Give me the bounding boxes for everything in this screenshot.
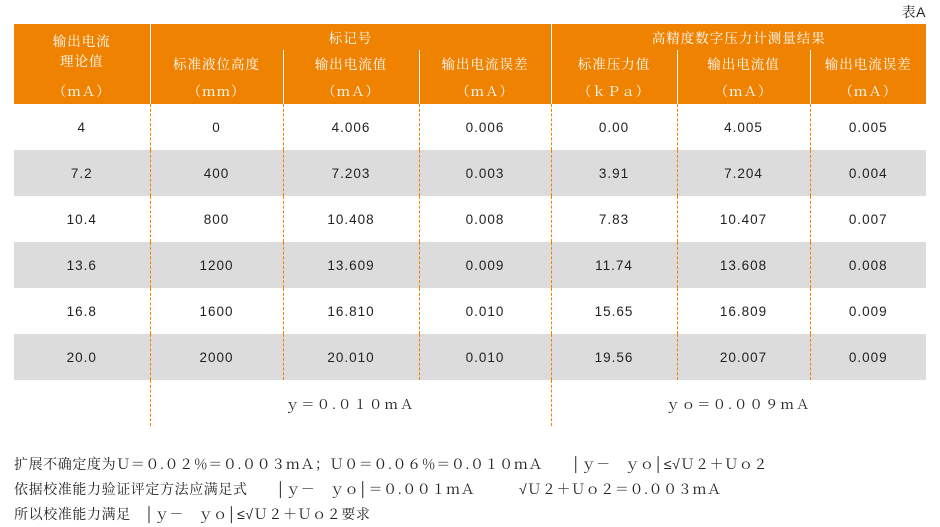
unit-cell-5: （ｍＡ） — [677, 76, 810, 104]
unit-cell-2: （ｍＡ） — [283, 76, 419, 104]
cell: 15.65 — [551, 288, 677, 334]
cell: 20.0 — [14, 334, 150, 380]
cell: 0.009 — [419, 242, 551, 288]
table-row — [14, 150, 926, 196]
cell: 11.74 — [551, 242, 677, 288]
cell: 13.609 — [283, 242, 419, 288]
table-row — [14, 288, 926, 334]
header-output-current-theory-line2: 理论值 — [60, 54, 104, 69]
cell: 7.2 — [14, 150, 150, 196]
cell: 13.6 — [14, 242, 150, 288]
header-output-current-error-2: 输出电流误差 — [810, 50, 926, 76]
unit-cell-3: （ｍＡ） — [419, 76, 551, 104]
cell: 0.008 — [419, 196, 551, 242]
cell: 10.407 — [677, 196, 810, 242]
header-group-digital-gauge: 高精度数字压力计测量结果 — [551, 24, 926, 50]
cell: 20.010 — [283, 334, 419, 380]
unit-cell-1: （ｍｍ） — [150, 76, 283, 104]
cell: 16.810 — [283, 288, 419, 334]
header-output-current-value-1: 输出电流值 — [283, 50, 419, 76]
table-row — [14, 104, 926, 150]
header-output-current-error-1: 输出电流误差 — [419, 50, 551, 76]
cell: 19.56 — [551, 334, 677, 380]
cell: 0.008 — [810, 242, 926, 288]
header-row-top — [14, 24, 926, 50]
cell: 16.809 — [677, 288, 810, 334]
header-output-current-theory — [14, 24, 150, 76]
header-standard-level-height: 标准液位高度 — [150, 50, 283, 76]
table-caption: 表A — [901, 4, 926, 20]
cell: 0.009 — [810, 334, 926, 380]
header-standard-pressure-value: 标准压力值 — [551, 50, 677, 76]
cell: 1200 — [150, 242, 283, 288]
cell: 0.005 — [810, 104, 926, 150]
cell: 1600 — [150, 288, 283, 334]
table-row — [14, 242, 926, 288]
cell: 7.83 — [551, 196, 677, 242]
table-head — [14, 24, 926, 104]
summary-empty-cell — [14, 380, 150, 426]
measurement-table — [14, 24, 926, 426]
cell: 4.006 — [283, 104, 419, 150]
cell: 0.003 — [419, 150, 551, 196]
cell: 4.005 — [677, 104, 810, 150]
cell: 10.4 — [14, 196, 150, 242]
header-row-mid — [14, 50, 926, 76]
header-output-current-value-2: 输出电流值 — [677, 50, 810, 76]
cell: 0.007 — [810, 196, 926, 242]
cell: 13.608 — [677, 242, 810, 288]
cell: 7.204 — [677, 150, 810, 196]
cell: 800 — [150, 196, 283, 242]
unit-cell-6: （ｍＡ） — [810, 76, 926, 104]
notes-block — [14, 452, 926, 527]
cell: 7.203 — [283, 150, 419, 196]
cell: 0.006 — [419, 104, 551, 150]
unit-cell-0: （ｍＡ） — [14, 76, 150, 104]
unit-cell-4: （ｋＰａ） — [551, 76, 677, 104]
header-row-units — [14, 76, 926, 104]
cell: 400 — [150, 150, 283, 196]
cell: 0.004 — [810, 150, 926, 196]
note-line-1: 扩展不确定度为Ｕ＝０.０２％＝０.００３ｍＡ；Ｕ０＝０.０６％＝０.０１０ｍＡ │ｙ－ ｙｏ│≤√Ｕ２＋Ｕｏ２ — [14, 456, 769, 472]
summary-right: ｙｏ＝０.００９ｍＡ — [551, 380, 926, 426]
cell: 0 — [150, 104, 283, 150]
cell: 0.009 — [810, 288, 926, 334]
table-row — [14, 196, 926, 242]
cell: 20.007 — [677, 334, 810, 380]
header-output-current-theory-line1: 输出电流 — [52, 34, 111, 49]
table-body — [14, 104, 926, 426]
cell: 0.010 — [419, 288, 551, 334]
summary-left: ｙ＝０.０１０ｍＡ — [150, 380, 551, 426]
cell: 2000 — [150, 334, 283, 380]
note-line-3: 所以校准能力满足 │ｙ－ ｙｏ│≤√Ｕ２＋Ｕｏ２要求 — [14, 506, 371, 522]
cell: 0.00 — [551, 104, 677, 150]
table-summary-row — [14, 380, 926, 426]
cell: 4 — [14, 104, 150, 150]
cell: 3.91 — [551, 150, 677, 196]
cell: 16.8 — [14, 288, 150, 334]
table-row — [14, 334, 926, 380]
note-line-2: 依据校准能力验证评定方法应满足式 │ｙ－ ｙｏ│＝０.００１ｍＡ √Ｕ２＋Ｕｏ２＝０.００３ｍＡ — [14, 481, 722, 497]
header-group-mark-number: 标记号 — [150, 24, 551, 50]
cell: 10.408 — [283, 196, 419, 242]
cell: 0.010 — [419, 334, 551, 380]
